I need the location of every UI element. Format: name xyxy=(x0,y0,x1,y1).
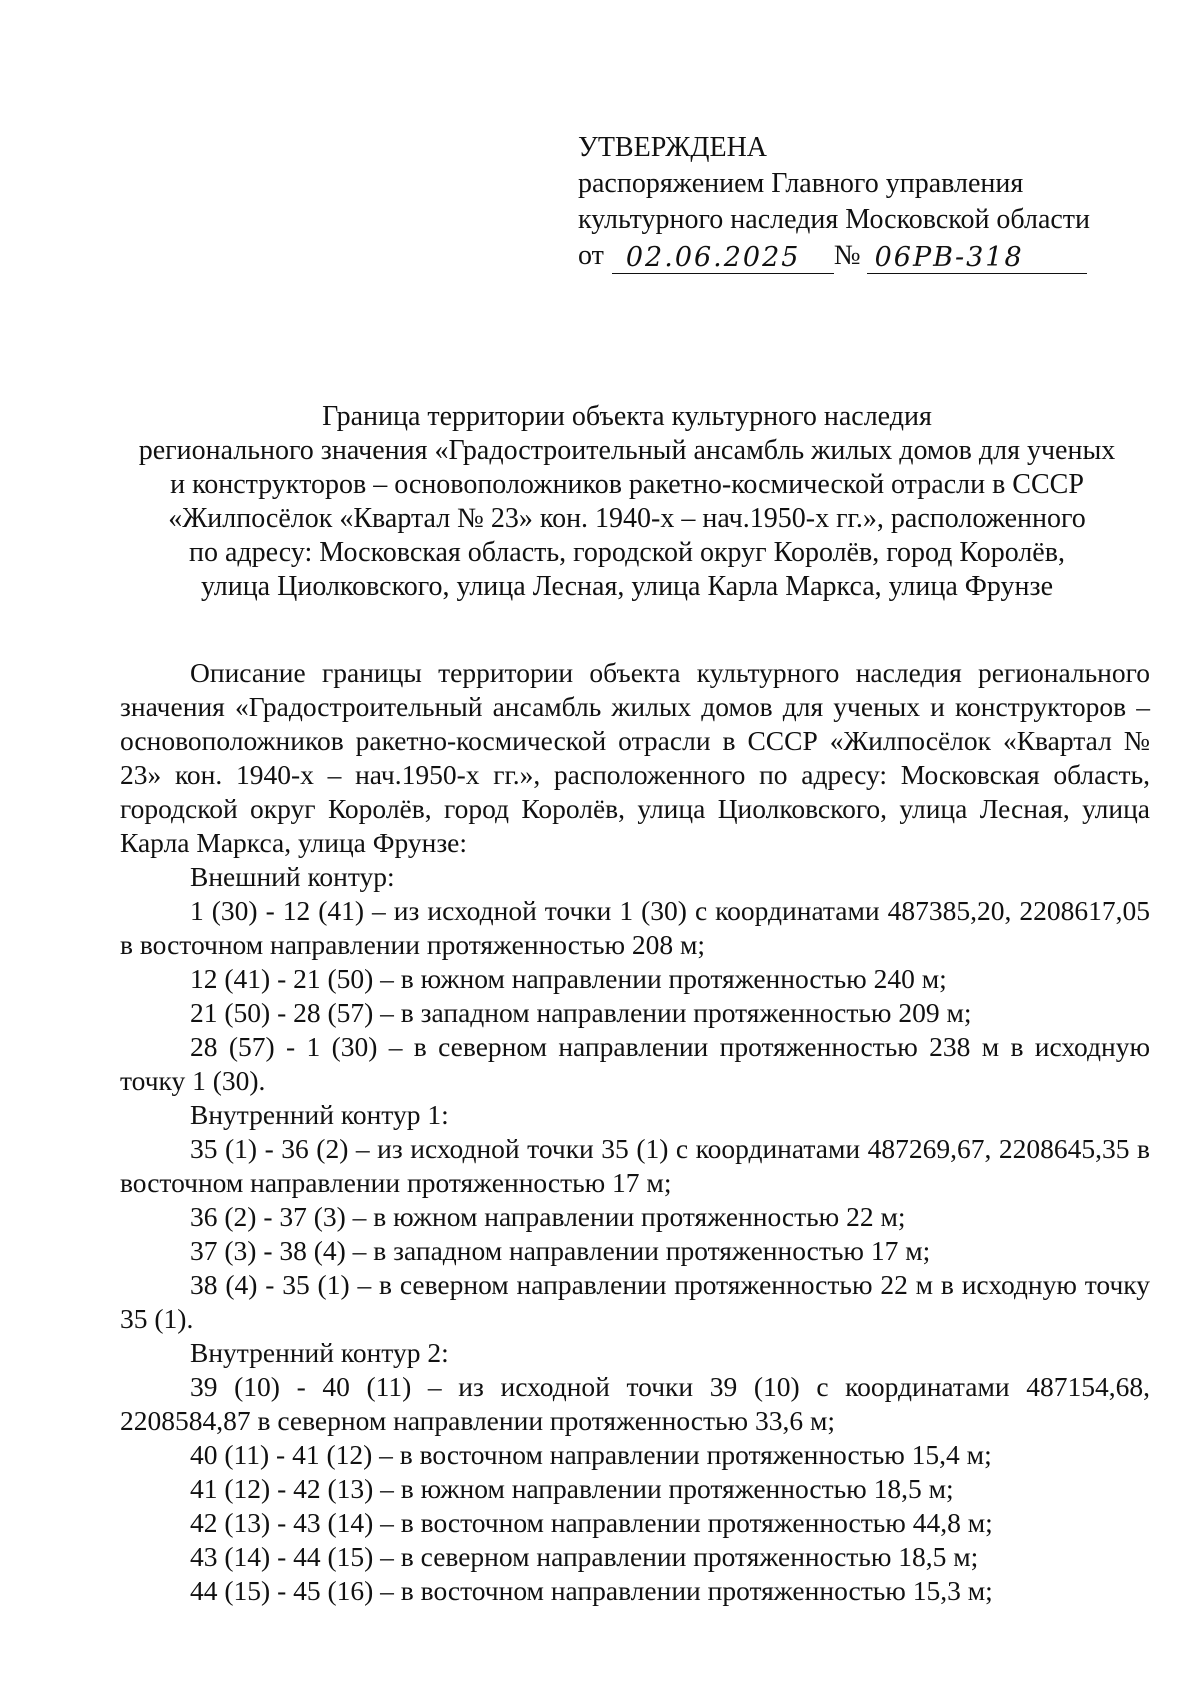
segment-paragraph: 28 (57) - 1 (30) – в северном направлении протяженностью 238 м в исходную точку 1 (30). xyxy=(120,1031,1150,1096)
segment-paragraph: 21 (50) - 28 (57) – в западном направлении протяженностью 209 м; xyxy=(190,997,972,1028)
title-line: и конструкторов – основоположников ракетно-космической отрасли в СССР xyxy=(170,469,1084,500)
segment-paragraph: 36 (2) - 37 (3) – в южном направлении протяженностью 22 м; xyxy=(190,1201,906,1232)
segment-paragraph: 39 (10) - 40 (11) – из исходной точки 39 (10) с координатами 487154,68, 2208584,87 в северном направлении протяженностью 33,6 м; xyxy=(120,1371,1150,1436)
title-line: «Жилпосёлок «Квартал № 23» кон. 1940-х – нач.1950-х гг.», расположенного xyxy=(168,503,1086,534)
inner-contour-2-title: Внутренний контур 2: xyxy=(190,1337,449,1368)
segment-paragraph: 12 (41) - 21 (50) – в южном направлении протяженностью 240 м; xyxy=(190,963,947,994)
segment-paragraph: 44 (15) - 45 (16) – в восточном направлении протяженностью 15,3 м; xyxy=(190,1575,993,1606)
segment-paragraph: 43 (14) - 44 (15) – в северном направлении протяженностью 18,5 м; xyxy=(190,1541,979,1572)
title-line: улица Циолковского, улица Лесная, улица Карла Маркса, улица Фрунзе xyxy=(200,571,1054,602)
segment-paragraph: 35 (1) - 36 (2) – из исходной точки 35 (1) с координатами 487269,67, 2208645,35 в восточном направлении протяженностью 17 м; xyxy=(120,1133,1150,1198)
handwritten-number: 06РВ-318 xyxy=(867,243,1087,274)
document-body xyxy=(120,656,1150,1608)
number-prefix: № xyxy=(833,240,861,271)
outer-contour-title: Внешний контур: xyxy=(190,861,395,892)
inner-contour-1-title: Внутренний контур 1: xyxy=(190,1099,449,1130)
handwritten-date: 02.06.2025 xyxy=(612,243,834,274)
date-prefix: от xyxy=(578,240,604,271)
approval-line-2: культурного наследия Московской области xyxy=(578,204,1091,235)
segment-paragraph: 1 (30) - 12 (41) – из исходной точки 1 (30) с координатами 487385,20, 2208617,05 в восточном направлении протяженностью 208 м; xyxy=(120,895,1150,960)
segment-paragraph: 37 (3) - 38 (4) – в западном направлении протяженностью 17 м; xyxy=(190,1235,931,1266)
segment-paragraph: 41 (12) - 42 (13) – в южном направлении протяженностью 18,5 м; xyxy=(190,1473,954,1504)
title-line: Граница территории объекта культурного наследия xyxy=(322,401,932,432)
approval-block xyxy=(578,130,1090,274)
segment-paragraph: 38 (4) - 35 (1) – в северном направлении протяженностью 22 м в исходную точку 35 (1). xyxy=(120,1269,1150,1334)
approval-status: УТВЕРЖДЕНА xyxy=(578,132,768,163)
intro-paragraph: Описание границы территории объекта культурного наследия регионального значения «Градостроительный ансамбль жилых домов для ученых и конструкторов – основоположников ракетно-космической отрасли в СССР «Жилпосёлок «Квартал № 23» кон. 1940-х – нач.1950-х гг.», расположенного по адресу: Московская область, городской округ Королёв, город Королёв, улица Циолковского, улица Лесная, улица Карла Маркса, улица Фрунзе: xyxy=(120,657,1150,858)
title-line: регионального значения «Градостроительный ансамбль жилых домов для ученых xyxy=(138,435,1116,466)
segment-paragraph: 40 (11) - 41 (12) – в восточном направлении протяженностью 15,4 м; xyxy=(190,1439,992,1470)
approval-line-1: распоряжением Главного управления xyxy=(578,168,1024,199)
document-title xyxy=(120,400,1134,604)
segment-paragraph: 42 (13) - 43 (14) – в восточном направлении протяженностью 44,8 м; xyxy=(190,1507,993,1538)
title-line: по адресу: Московская область, городской округ Королёв, город Королёв, xyxy=(189,537,1065,568)
approval-date-number-row xyxy=(578,238,1090,274)
